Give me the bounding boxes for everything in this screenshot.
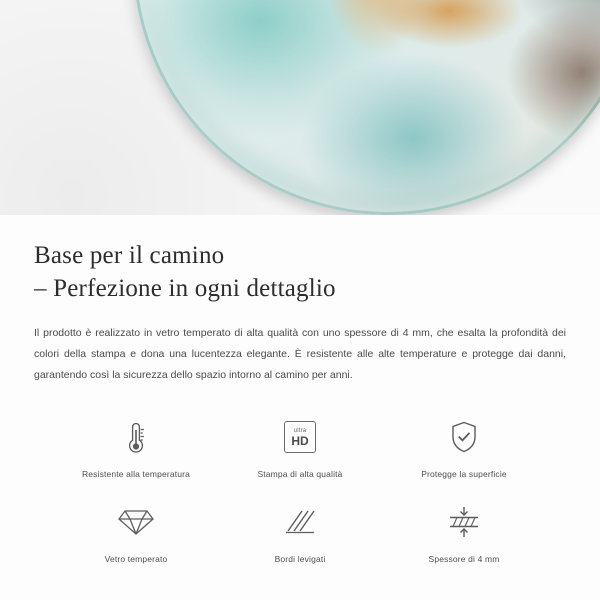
headline-line-1: Base per il camino	[34, 242, 225, 269]
ultra-hd-badge-bottom: HD	[291, 433, 309, 448]
feature-label: Vetro temperato	[104, 554, 168, 564]
feature-item-print-quality	[218, 414, 382, 479]
feature-item-tempered-glass	[54, 499, 218, 564]
ultra-hd-icon	[284, 414, 316, 460]
feature-item-surface-protection	[382, 414, 546, 479]
diamond-icon	[117, 499, 155, 545]
description-paragraph: Il prodotto è realizzato in vetro temperato di alta qualità con uno spessore di 4 mm, che esalta la profondità dei colori della stampa e dona una lucentezza elegante. È resistente alle alte temperature e protegge dai danni, garantendo così la sicurezza dello spazio intorno al camino per anni.	[34, 327, 566, 381]
feature-item-temperature	[54, 414, 218, 479]
feature-label: Protegge la superficie	[421, 469, 507, 479]
hero-image	[0, 0, 600, 215]
page-title	[34, 239, 566, 305]
feature-label: Bordi levigati	[274, 554, 326, 564]
feature-item-polished-edges	[218, 499, 382, 564]
feature-label: Resistente alla temperatura	[82, 469, 190, 479]
feature-item-thickness	[382, 499, 546, 564]
content-area	[0, 239, 600, 564]
thickness-arrows-icon	[445, 499, 483, 545]
headline-line-2: – Perfezione in ogni dettaglio	[34, 275, 336, 302]
feature-label: Spessore di 4 mm	[428, 554, 500, 564]
feature-label: Stampa di alta qualità	[257, 469, 343, 479]
shield-check-icon	[447, 414, 481, 460]
thermometer-icon	[121, 414, 151, 460]
feature-grid	[34, 414, 566, 564]
ultra-hd-badge-top: ultra	[293, 427, 307, 434]
polished-edges-icon	[282, 499, 318, 545]
